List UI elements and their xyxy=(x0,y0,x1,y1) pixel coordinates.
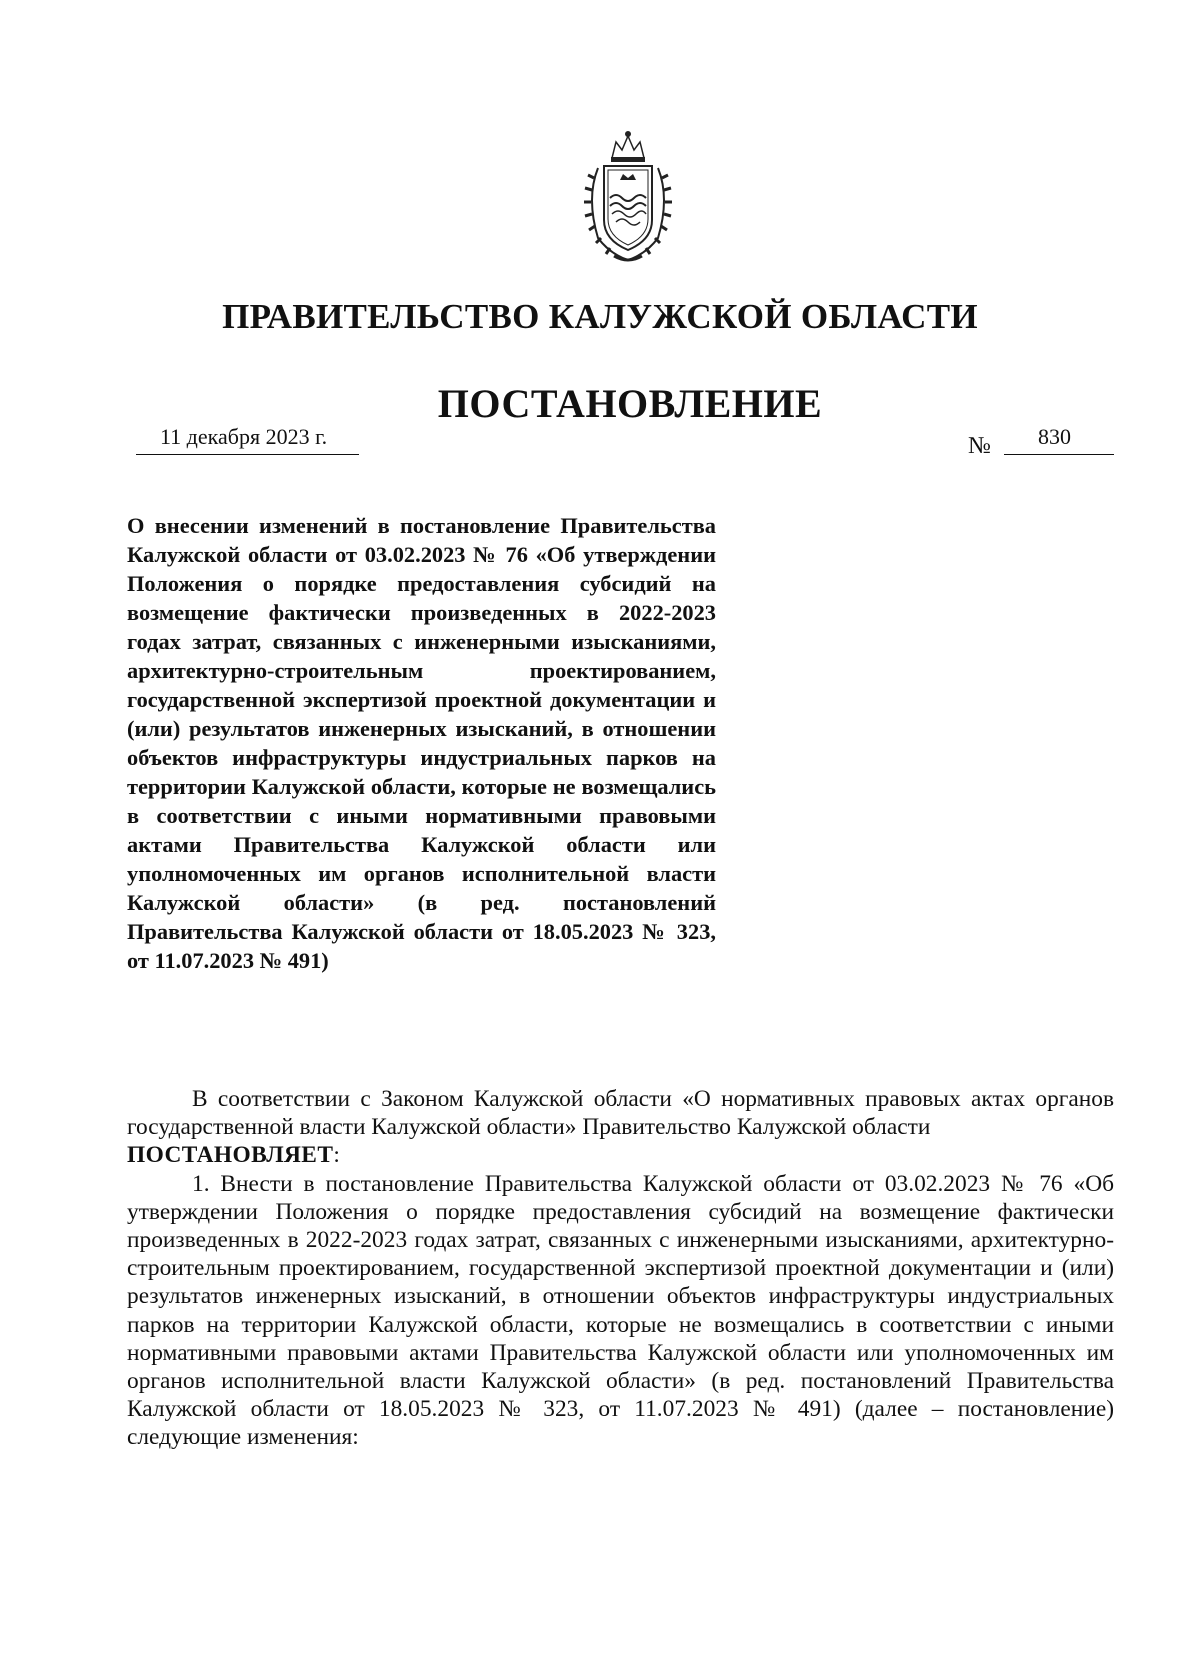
kaluga-oblast-coat-of-arms-icon xyxy=(568,128,688,268)
document-subject: О внесении изменений в постановление Правительства Калужской области от 03.02.2023 № 76 «Об утверждении Положения о порядке предоставления субсидий на возмещение фактически произведенных в 2022-2023 годах затрат, связанных с инженерными изысканиями, архитектурно-строительным проектированием, государственной экспертизой проектной документации и (или) результатов инженерных изысканий, в отношении объектов инфраструктуры индустриальных парков на территории Калужской области, которые не возмещались в соответствии с иными нормативными правовыми актами Правительства Калужской области или уполномоченных им органов исполнительной власти Калужской области» (в ред. постановлений Правительства Калужской области от 18.05.2023 № 323, от 11.07.2023 № 491) xyxy=(127,513,716,973)
document-date: 11 декабря 2023 г. xyxy=(136,423,359,455)
document-body xyxy=(127,1085,1114,1452)
government-title: ПРАВИТЕЛЬСТВО КАЛУЖСКОЙ ОБЛАСТИ xyxy=(222,297,978,336)
preamble-paragraph xyxy=(127,1085,1114,1170)
resolution-command: ПОСТАНОВЛЯЕТ xyxy=(127,1142,334,1169)
document-number: 830 xyxy=(1004,423,1114,455)
number-label: № xyxy=(968,433,991,459)
item-1-paragraph: 1. Внести в постановление Правительства Калужской области от 03.02.2023 № 76 «Об утверждении Положения о порядке предоставления субсидий на возмещение фактически произведенных в 2022-2023 годах затрат, связанных с инженерными изысканиями, архитектурно-строительным проектированием, государственной экспертизой проектной документации и (или) результатов инженерных изысканий, в отношении объектов инфраструктуры индустриальных парков на территории Калужской области, которые не возмещались в соответствии с иными нормативными правовыми актами Правительства Калужской области или уполномоченных им органов исполнительной власти Калужской области» (в ред. постановлений Правительства Калужской области от 18.05.2023 № 323, от 11.07.2023 № 491) (далее – постановление) следующие изменения: xyxy=(127,1170,1114,1451)
preamble-text: В соответствии с Законом Калужской области «О нормативных правовых актах органов государственной власти Калужской области» Правительство Калужской области xyxy=(127,1086,1114,1141)
resolution-command-colon: : xyxy=(333,1142,340,1169)
document-type-title: ПОСТАНОВЛЕНИЕ xyxy=(437,381,823,426)
